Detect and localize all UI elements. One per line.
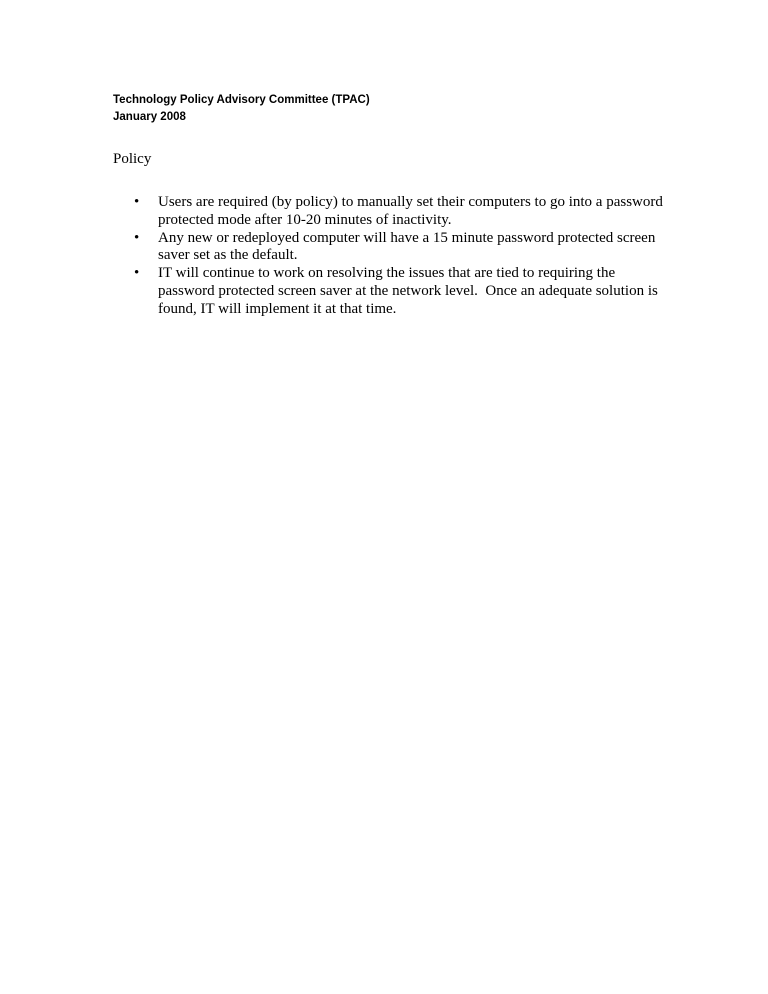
list-item [113, 265, 673, 318]
section-title: Policy [113, 151, 152, 167]
document-header [113, 92, 370, 126]
list-item [113, 230, 673, 266]
list-item [113, 194, 673, 230]
policy-bullet-list [113, 194, 673, 319]
list-item-text: Users are required (by policy) to manually set their computers to go into a password protected mode after 10-20 minutes of inactivity. [158, 194, 663, 228]
bullet-icon: • [134, 194, 140, 210]
list-item-text: Any new or redeployed computer will have a 15 minute password protected screen saver set as the default. [158, 229, 656, 264]
bullet-icon: • [134, 229, 140, 246]
document-date: January 2008 [113, 111, 186, 123]
bullet-icon: • [134, 265, 140, 282]
list-item-text: IT will continue to work on resolving the issues that are tied to requiring the password protected screen saver at the network level. Once an adequate solution is found, IT will implement it at that time. [158, 265, 662, 317]
committee-name: Technology Policy Advisory Committee (TPAC) [113, 94, 370, 106]
